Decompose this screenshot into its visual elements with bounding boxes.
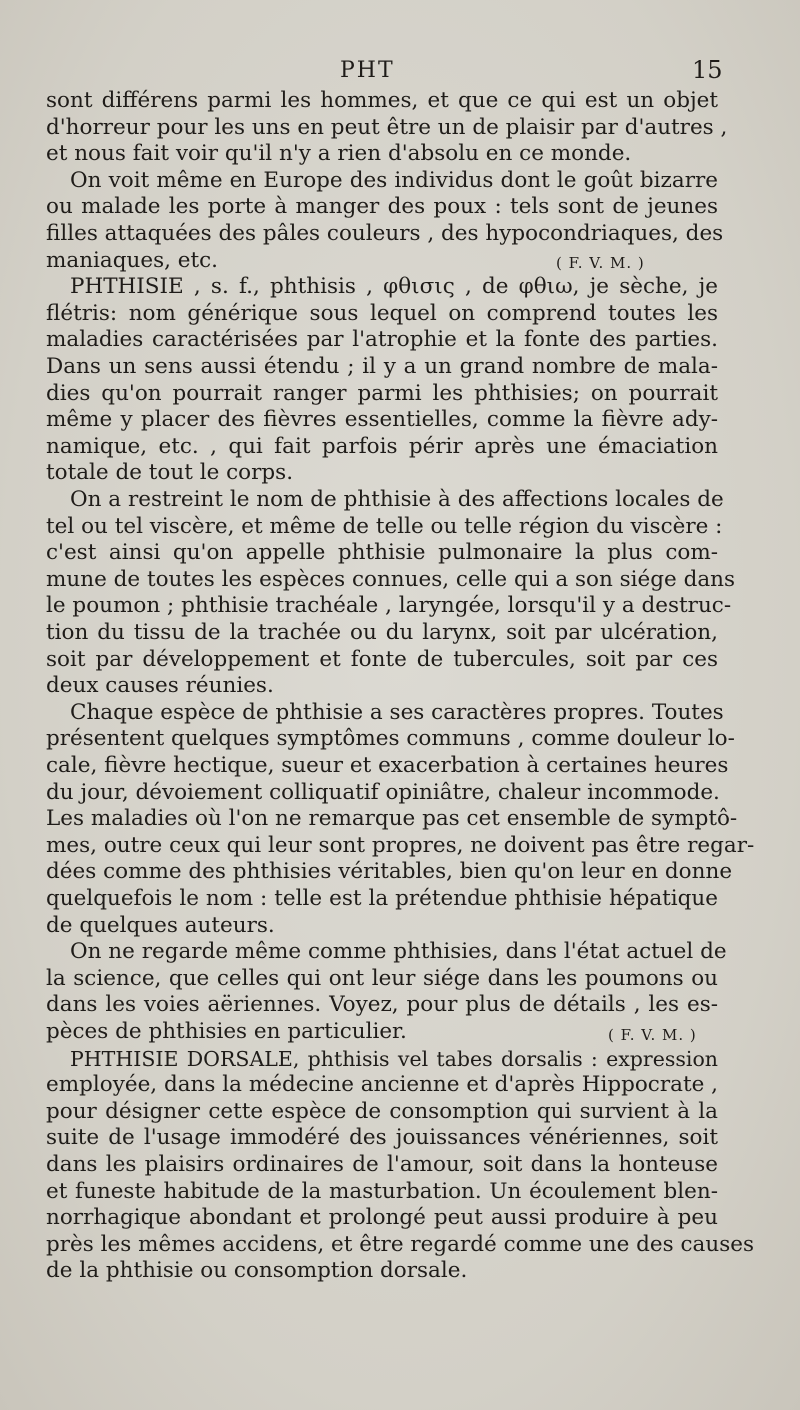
text-line: près les mêmes accidens, et être regardé comme une des causes	[46, 1231, 754, 1257]
text-line: tion du tissu de la trachée ou du larynx, soit par ulcération,	[46, 620, 718, 645]
text-line: mune de toutes les espèces connues, celle qui a son siége dans	[46, 566, 736, 592]
text-line: de la phthisie ou consomption dorsale.	[46, 1258, 468, 1284]
text-line: tel ou tel viscère, et même de telle ou telle région du viscère :	[46, 513, 723, 539]
text-line: suite de l'usage immodéré des jouissances vénériennes, soit	[46, 1125, 718, 1151]
text-line: employée, dans la médecine ancienne et d'après Hippocrate ,	[46, 1072, 718, 1098]
text-line: dans les voies aëriennes. Voyez, pour plus de détails , les es-	[46, 992, 718, 1018]
text-line: mes, outre ceux qui leur sont propres, ne doivent pas être regar-	[46, 832, 755, 858]
text-line: présentent quelques symptômes communs , comme douleur lo-	[46, 726, 735, 752]
text-line: dies qu'on pourrait ranger parmi les phthisies; on pourrait	[46, 380, 718, 406]
text-line: flétris: nom générique sous lequel on comprend toutes les	[46, 300, 718, 326]
author-signature: ( F. V. M. )	[556, 254, 645, 272]
text-line: cale, fièvre hectique, sueur et exacerbation à certaines heures	[46, 753, 729, 778]
text-line: même y placer des fièvres essentielles, comme la fièvre ady-	[46, 407, 718, 433]
text-line: norrhagique abondant et prolongé peut aussi produire à peu	[46, 1205, 718, 1231]
text-line: de quelques auteurs.	[46, 912, 275, 938]
text-line: sont différens parmi les hommes, et que ce qui est un objet	[46, 88, 718, 113]
text-line: On ne regarde même comme phthisies, dans l'état actuel de	[70, 939, 727, 965]
text-line: pèces de phthisies en particulier.	[46, 1019, 407, 1044]
text-line: On voit même en Europe des individus dont le goût bizarre	[70, 167, 718, 193]
text-line: filles attaquées des pâles couleurs , des hypocondriaques, des	[46, 221, 724, 246]
text-line: et nous fait voir qu'il n'y a rien d'absolu en ce monde.	[46, 141, 632, 167]
text-line: maladies caractérisées par l'atrophie et la fonte des parties.	[46, 327, 718, 353]
running-head: PHT	[340, 58, 395, 83]
text-line: quelquefois le nom : telle est la prétendue phthisie hépatique	[46, 886, 718, 911]
text-line: Dans un sens aussi étendu ; il y a un grand nombre de mala-	[46, 354, 718, 379]
text-line: ou malade les porte à manger des poux : tels sont de jeunes	[46, 194, 718, 220]
text-line: deux causes réunies.	[46, 673, 274, 699]
text-line: totale de tout le corps.	[46, 460, 294, 486]
text-line: le poumon ; phthisie trachéale , laryngée, lorsqu'il y a destruc-	[46, 593, 732, 619]
text-line: dées comme des phthisies véritables, bien qu'on leur en donne	[46, 859, 733, 885]
text-line: soit par développement et fonte de tubercules, soit par ces	[46, 646, 718, 672]
text-line: PHTHISIE DORSALE, phthisis vel tabes dorsalis : expression	[70, 1046, 718, 1071]
text-line: Les maladies où l'on ne remarque pas cet ensemble de symptô-	[46, 806, 738, 832]
text-line: c'est ainsi qu'on appelle phthisie pulmonaire la plus com-	[46, 540, 718, 566]
text-line: la science, que celles qui ont leur siége dans les poumons ou	[46, 965, 718, 991]
text-line: PHTHISIE , s. f., phthisis , φθισις , de φθιω, je sèche, je	[70, 274, 718, 300]
page-number: 15	[692, 56, 723, 84]
text-line: dans les plaisirs ordinaires de l'amour, soit dans la honteuse	[46, 1152, 718, 1177]
text-line: Chaque espèce de phthisie a ses caractères propres. Toutes	[70, 699, 724, 725]
text-line: namique, etc. , qui fait parfois périr après une émaciation	[46, 433, 718, 459]
text-line: pour désigner cette espèce de consomption qui survient à la	[46, 1098, 718, 1124]
text-line: d'horreur pour les uns en peut être un de plaisir par d'autres ,	[46, 114, 728, 140]
text-line: et funeste habitude de la masturbation. Un écoulement blen-	[46, 1178, 718, 1204]
page-header	[0, 58, 800, 88]
author-signature: ( F. V. M. )	[608, 1026, 697, 1044]
text-line: du jour, dévoiement colliquatif opiniâtre, chaleur incommode.	[46, 779, 720, 805]
text-line: maniaques, etc.	[46, 247, 219, 273]
text-line: On a restreint le nom de phthisie à des affections locales de	[70, 487, 724, 512]
